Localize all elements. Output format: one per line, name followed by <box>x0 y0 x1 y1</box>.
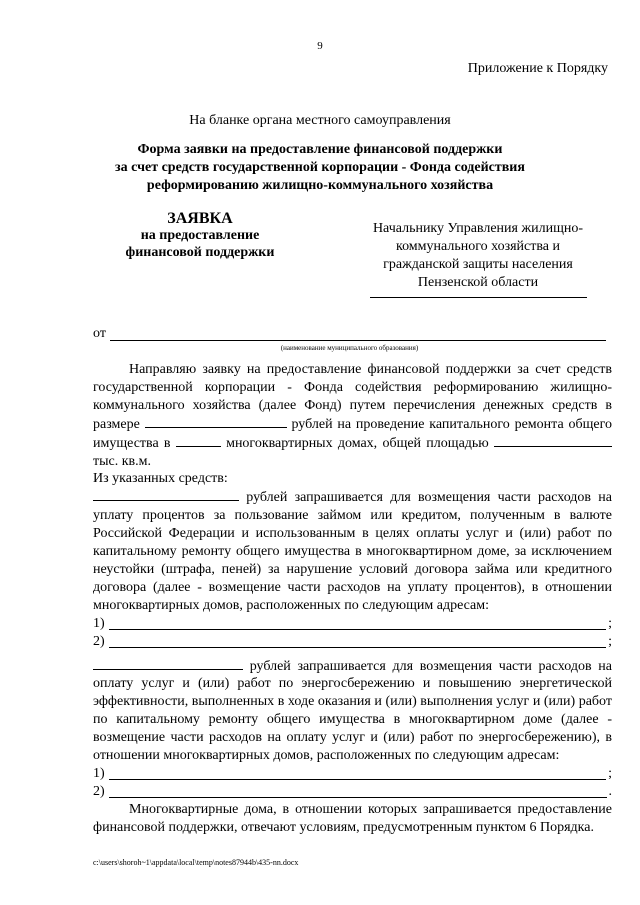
address-row <box>93 783 612 801</box>
recipient-line: Пензенской области <box>417 275 539 290</box>
address-number: 1) <box>93 765 105 781</box>
from-label: от <box>93 326 106 341</box>
address-number: 1) <box>93 615 105 631</box>
letterhead-note: На бланке органа местного самоуправления <box>189 113 451 128</box>
address-end: . <box>608 783 612 799</box>
from-caption: (наименование муниципального образования) <box>280 344 419 352</box>
paragraph-text: тыс. кв.м. <box>93 453 152 469</box>
paragraph-interest <box>93 488 612 614</box>
address-end: ; <box>608 633 612 649</box>
address-end: ; <box>608 615 612 631</box>
house-count-field[interactable] <box>176 434 221 447</box>
paragraph-text: Направляю заявку на предоставление финансовой поддержки за счет средств государственной корпорации - Фонда содействия реформированию жилищно-коммунального хозяйства (далее Фонд) путем перечисления денежных средств в размере <box>93 362 612 432</box>
file-path-footer: c:\users\shoroh~1\appdata\local\temp\notes87944b\435-nn.docx <box>93 858 299 867</box>
address-field[interactable] <box>109 785 607 798</box>
paragraph-text: рублей запрашивается для возмещения части расходов на уплату процентов за пользование займом или кредитом, полученным в валюте Российской Федерации и использованным в целях оплаты услуг и (или) работ по капитальному ремонту общего имущества в многоквартирном доме, за исключением неустойки (штрафа, пеней) за нарушение условий договора займа или кредитного договора (далее - возмещение части расходов на уплату процентов), в отношении многоквартирных домов, расположенных по следующим адресам: <box>93 490 612 613</box>
recipient-line: гражданской защиты населения <box>383 257 573 272</box>
interest-amount-field[interactable] <box>93 488 239 501</box>
paragraph-conditions: Многоквартирные дома, в отношении которых запрашивается предоставление финансовой поддержки, отвечают условиям, предусмотренным пунктом 6 Порядка. <box>93 801 612 835</box>
address-row <box>93 615 612 633</box>
application-heading <box>120 210 280 261</box>
address-end: ; <box>608 765 612 781</box>
form-title-line: реформированию жилищно-коммунального хозяйства <box>146 178 494 193</box>
from-funds-label: Из указанных средств: <box>93 471 228 487</box>
recipient-block <box>358 220 598 292</box>
area-field[interactable] <box>494 434 612 447</box>
form-title-line: Форма заявки на предоставление финансовой поддержки <box>137 142 503 157</box>
application-subtitle: финансовой поддержки <box>125 245 275 260</box>
municipality-name-field[interactable] <box>110 340 606 341</box>
appendix-label: Приложение к Порядку <box>467 61 608 76</box>
recipient-line: коммунального хозяйства и <box>395 239 561 254</box>
paragraph-text: рублей запрашивается для возмещения части расходов на оплату услуг и (или) работ по энергосбережению и повышению энергетической эффективности, выполненных в ходе оказания и (или) выполнения услуг и (или) работ по капитальному ремонту общего имущества в многоквартирном доме (далее - возмещение части расходов на оплату услуг и (или) работ по энергосбережению), в отношении многоквартирных домов, расположенных по следующим адресам: <box>93 658 612 764</box>
paragraph-energy <box>93 657 612 765</box>
energy-amount-field[interactable] <box>93 657 243 670</box>
paragraph-text: рублей на проведение капитального ремонта общего имущества в <box>93 416 612 451</box>
form-title-line: за счет средств государственной корпорации - Фонда содействия <box>115 160 525 175</box>
from-row <box>93 326 606 342</box>
address-field[interactable] <box>109 617 606 630</box>
form-title <box>80 141 560 195</box>
application-title: ЗАЯВКА <box>167 210 233 227</box>
address-number: 2) <box>93 633 105 649</box>
address-row <box>93 633 612 651</box>
paragraph-text: многоквартирных домах, общей площадью <box>226 435 489 451</box>
page-number: 9 <box>317 40 323 52</box>
application-subtitle: на предоставление <box>140 228 260 243</box>
recipient-line: Начальнику Управления жилищно- <box>372 221 584 236</box>
address-field[interactable] <box>109 767 606 780</box>
paragraph-request <box>93 361 612 470</box>
amount-field[interactable] <box>145 415 287 428</box>
address-field[interactable] <box>109 635 606 648</box>
recipient-signature-line <box>370 297 587 298</box>
address-row <box>93 765 612 783</box>
address-number: 2) <box>93 783 105 799</box>
application-body <box>93 361 612 837</box>
